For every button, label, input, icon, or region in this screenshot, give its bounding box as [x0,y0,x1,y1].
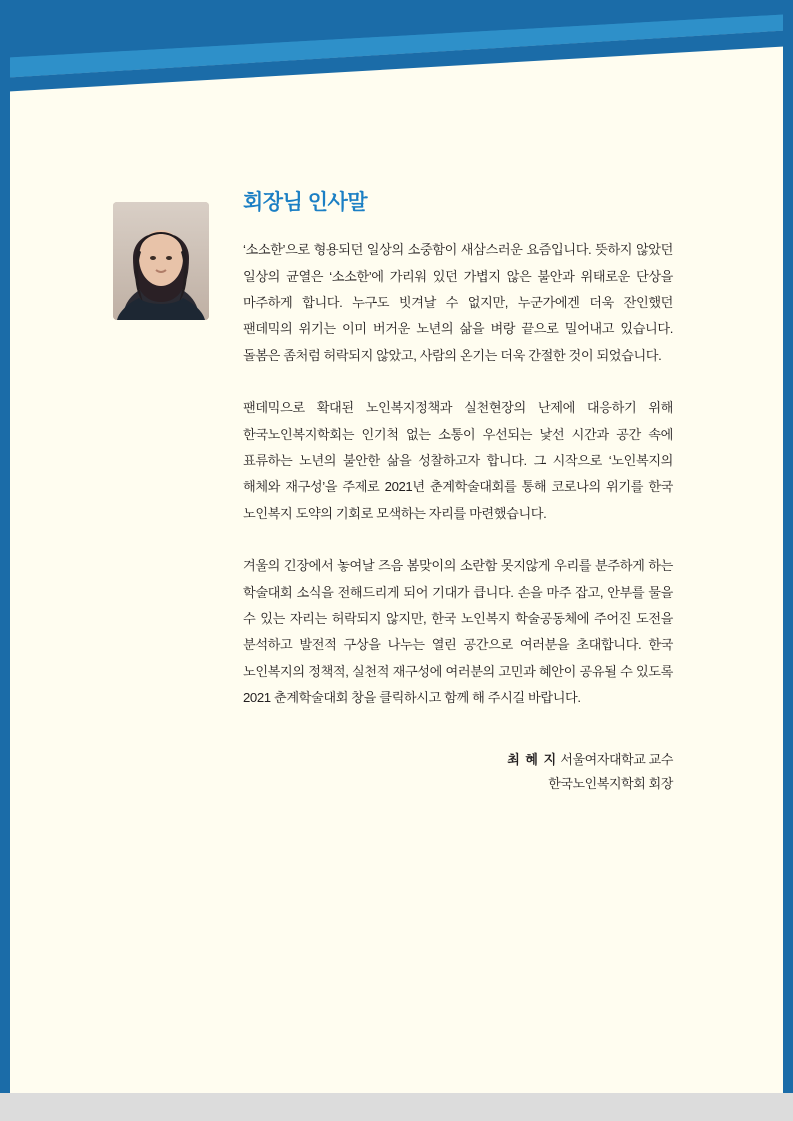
page-title: 회장님 인사말 [243,191,368,214]
avatar [113,202,209,320]
signature-block [243,748,673,796]
header-banner [0,0,793,92]
signature-name: 최 혜 지 [507,751,558,767]
paragraph-3: 겨울의 긴장에서 놓여날 즈음 봄맞이의 소란함 못지않게 우리를 분주하게 하는 학술대회 소식을 전해드리게 되어 기대가 큽니다. 손을 마주 잡고, 안부를 물을 수 있는 자리는 허락되지 않지만, 한국 노인복지 학술공동체에 주어진 도전을 분석하고 발전적 구상을 나누는 열린 공간으로 여러분을 초대합니다. 한국 노인복지의 정책적, 실천적 재구성에 여러분의 고민과 혜안이 공유될 수 있도록 2021 춘계학술대회 창을 클릭하시고 함께 해 주시길 바랍니다. [243,558,673,706]
footer-band [0,1093,793,1121]
right-accent-bar [783,0,793,1121]
paragraph-1: ‘소소한’으로 형용되던 일상의 소중함이 새삼스러운 요즘입니다. 뜻하지 않았던 일상의 균열은 ‘소소한’에 가리워 있던 가볍지 않은 불안과 위태로운 단상을 마주하게 합니다. 누구도 빗겨날 수 없지만, 누군가에겐 더욱 잔인했던 팬데믹의 위기는 이미 버거운 노년의 삶을 벼랑 끝으로 밀어내고 있습니다. 돌봄은 좀처럼 허락되지 않았고, 사람의 온기는 더욱 간절한 것이 되었습니다. [243,242,673,363]
paragraph-2: 팬데믹으로 확대된 노인복지정책과 실천현장의 난제에 대응하기 위해 한국노인복지학회는 인기척 없는 소통이 우선되는 낯선 시간과 공간 속에 표류하는 노년의 불안한 삶을 성찰하고자 합니다. 그 시작으로 ‘노인복지의 해체와 재구성’을 주제로 2021년 춘계학술대회를 통해 코로나의 위기를 한국 노인복지 도약의 기회로 모색하는 자리를 마련했습니다. [243,400,673,521]
greeting-section [113,190,673,796]
signature-organization: 한국노인복지학회 회장 [548,775,673,791]
signature-line-1 [243,748,673,772]
signature-affiliation: 서울여자대학교 교수 [560,751,673,767]
left-accent-bar [0,0,10,1121]
greeting-body [243,190,673,796]
